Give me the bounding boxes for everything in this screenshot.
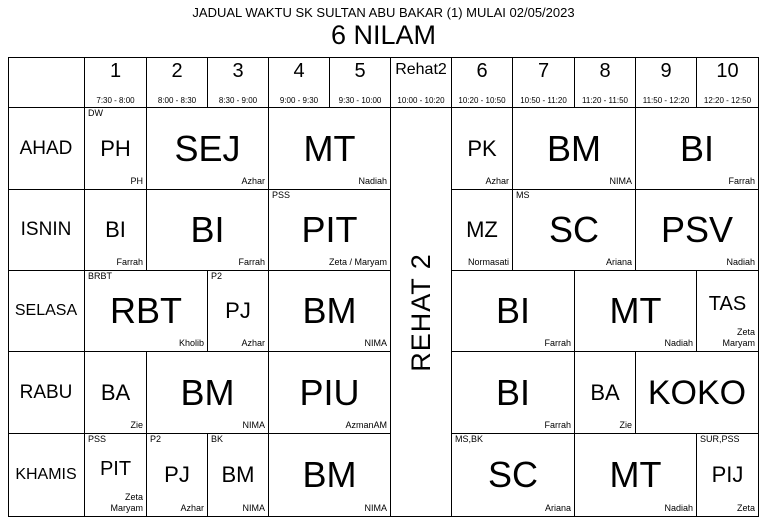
period-header-rehat2: Rehat2 10:00 - 10:20 bbox=[391, 57, 452, 108]
period-header-8: 8 11:20 - 11:50 bbox=[575, 57, 636, 108]
lesson-cell: P2 PJ Azhar bbox=[208, 271, 269, 352]
lesson-cell: MZ Normasati bbox=[452, 190, 513, 271]
lesson-cell: BRBT RBT Kholib bbox=[85, 271, 208, 352]
day-label-khamis: KHAMIS bbox=[8, 434, 85, 517]
period-header-3: 3 8:30 - 9:00 bbox=[208, 57, 269, 108]
day-label-ahad: AHAD bbox=[8, 108, 85, 190]
day-label-isnin: ISNIN bbox=[8, 190, 85, 271]
lesson-cell: PSV Nadiah bbox=[636, 190, 759, 271]
lesson-cell: KOKO bbox=[636, 352, 759, 434]
period-header-2: 2 8:00 - 8:30 bbox=[147, 57, 208, 108]
period-header-9: 9 11:50 - 12:20 bbox=[636, 57, 697, 108]
period-header-1: 1 7:30 - 8:00 bbox=[85, 57, 147, 108]
lesson-cell: BM NIMA bbox=[269, 434, 391, 517]
corner-cell bbox=[8, 57, 85, 108]
lesson-cell: PIU AzmanAM bbox=[269, 352, 391, 434]
rehat-label: REHAT 2 bbox=[405, 252, 436, 372]
lesson-cell: PSS PIT Zeta / Maryam bbox=[269, 190, 391, 271]
lesson-cell: BM NIMA bbox=[269, 271, 391, 352]
period-header-10: 10 12:20 - 12:50 bbox=[697, 57, 759, 108]
lesson-cell: MS,BK SC Ariana bbox=[452, 434, 575, 517]
lesson-cell: BI Farrah bbox=[452, 352, 575, 434]
rehat-break-column bbox=[391, 108, 452, 517]
class-name: 6 NILAM bbox=[330, 20, 437, 50]
period-header-5: 5 9:30 - 10:00 bbox=[330, 57, 391, 108]
lesson-cell: MS SC Ariana bbox=[513, 190, 636, 271]
lesson-cell: BA Zie bbox=[575, 352, 636, 434]
lesson-cell: DW PH PH bbox=[85, 108, 147, 190]
day-label-selasa: SELASA bbox=[8, 271, 85, 352]
lesson-cell: BA Zie bbox=[85, 352, 147, 434]
lesson-cell: PK Azhar bbox=[452, 108, 513, 190]
lesson-cell: BM NIMA bbox=[147, 352, 269, 434]
timetable-title: JADUAL WAKTU SK SULTAN ABU BAKAR (1) MULAI 02/05/2023 bbox=[192, 5, 575, 20]
timetable-grid bbox=[8, 57, 759, 517]
lesson-cell: BI Farrah bbox=[147, 190, 269, 271]
lesson-cell: BI Farrah bbox=[452, 271, 575, 352]
period-header-6: 6 10:20 - 10:50 bbox=[452, 57, 513, 108]
lesson-cell: MT Nadiah bbox=[575, 271, 697, 352]
period-header-4: 4 9:00 - 9:30 bbox=[269, 57, 330, 108]
lesson-cell: MT Nadiah bbox=[269, 108, 391, 190]
lesson-cell: SEJ Azhar bbox=[147, 108, 269, 190]
lesson-cell: SUR,PSS PIJ Zeta bbox=[697, 434, 759, 517]
lesson-cell: TAS Zeta Maryam bbox=[697, 271, 759, 352]
day-label-rabu: RABU bbox=[8, 352, 85, 434]
lesson-cell: PSS PIT Zeta Maryam bbox=[85, 434, 147, 517]
period-header-7: 7 10:50 - 11:20 bbox=[513, 57, 575, 108]
lesson-cell: BK BM NIMA bbox=[208, 434, 269, 517]
lesson-cell: BM NIMA bbox=[513, 108, 636, 190]
lesson-cell: BI Farrah bbox=[85, 190, 147, 271]
lesson-cell: BI Farrah bbox=[636, 108, 759, 190]
lesson-cell: MT Nadiah bbox=[575, 434, 697, 517]
lesson-cell: P2 PJ Azhar bbox=[147, 434, 208, 517]
